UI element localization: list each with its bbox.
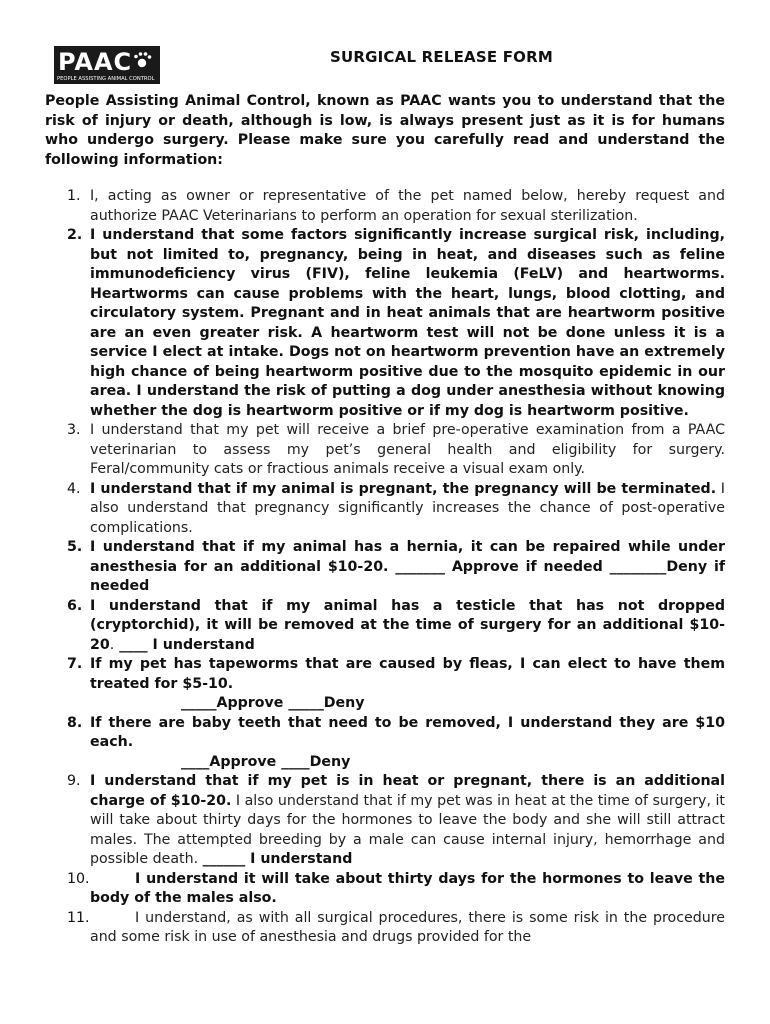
paac-logo <box>54 46 160 84</box>
logo-tagline: PEOPLE ASSISTING ANIMAL CONTROL <box>57 76 155 82</box>
page-title: SURGICAL RELEASE FORM <box>330 48 553 66</box>
list-item: 3. I understand that my pet will receive a brief pre-operative examination from a PAAC veterinarian to assess my pet’s general health and eligibility for surgery. Feral/community cats or fractious animals receive a visual exam only. <box>67 422 725 477</box>
list-item: 2. I understand that some factors significantly increase surgical risk, including, but not limited to, pregnancy, being in heat, and diseases such as feline immunodeficiency virus (FIV), feline leukemia (FeLV) and heartworms. Heartworms can cause problems with the heart, lungs, blood clotting, and circulatory system. Pregnant and in heat animals that are heartworm positive are an even greater risk. A heartworm test will not be done unless it is a service I elect at intake. Dogs not on heartworm prevention have an extremely high chance of being heartworm positive due to the mosquito epidemic in our area. I understand the risk of putting a dog under anesthesia without knowing whether the dog is heartworm positive or if my dog is heartworm positive. <box>67 227 725 419</box>
list-item: 4. I understand that if my animal is pregnant, the pregnancy will be terminated. I also understand that pregnancy significantly increases the chance of post-operative complications. <box>67 480 725 536</box>
list-item: 5. I understand that if my animal has a hernia, it can be repaired while under anesthesia for an additional $10-20. _______ Approve if needed ________Deny if needed <box>67 539 725 594</box>
list-item: 8. If there are baby teeth that need to be removed, I understand they are $10 each. ____Approve ____Deny <box>67 714 725 770</box>
list-item: 1. I, acting as owner or representative of the pet named below, hereby request and authorize PAAC Veterinarians to perform an operation for sexual sterilization. <box>67 188 725 224</box>
list-item: 7. If my pet has tapeworms that are caused by fleas, I can elect to have them treated for $5-10. _____Approve _____Deny <box>67 656 725 711</box>
logo-wordmark: PAAC <box>58 48 133 76</box>
list-item: 11. I understand, as with all surgical procedures, there is some risk in the procedure and some risk in use of anesthesia and drugs provided for the <box>67 909 725 945</box>
intro-paragraph: People Assisting Animal Control, known as PAAC wants you to understand that the risk of injury or death, although is low, is always present just as it is for humans who undergo surgery. Please make sure you carefully read and understand the following information: <box>45 93 725 169</box>
list-item: 10. I understand it will take about thirty days for the hormones to leave the body of the males also. <box>67 870 725 906</box>
list-item: 6. I understand that if my animal has a testicle that has not dropped (cryptorchid), it will be removed at the time of surgery for an additional $10-20. ____ I understand <box>67 597 725 653</box>
terms-list <box>45 187 725 948</box>
list-item: 9. I understand that if my pet is in heat or pregnant, there is an additional charge of $10-20. I also understand that if my pet was in heat at the time of surgery, it will take about thirty days for the hormones to leave the body and she will still attract males. The attempted breeding by a male can cause internal injury, hemorrhage and possible death. ______ I understand <box>67 773 725 867</box>
